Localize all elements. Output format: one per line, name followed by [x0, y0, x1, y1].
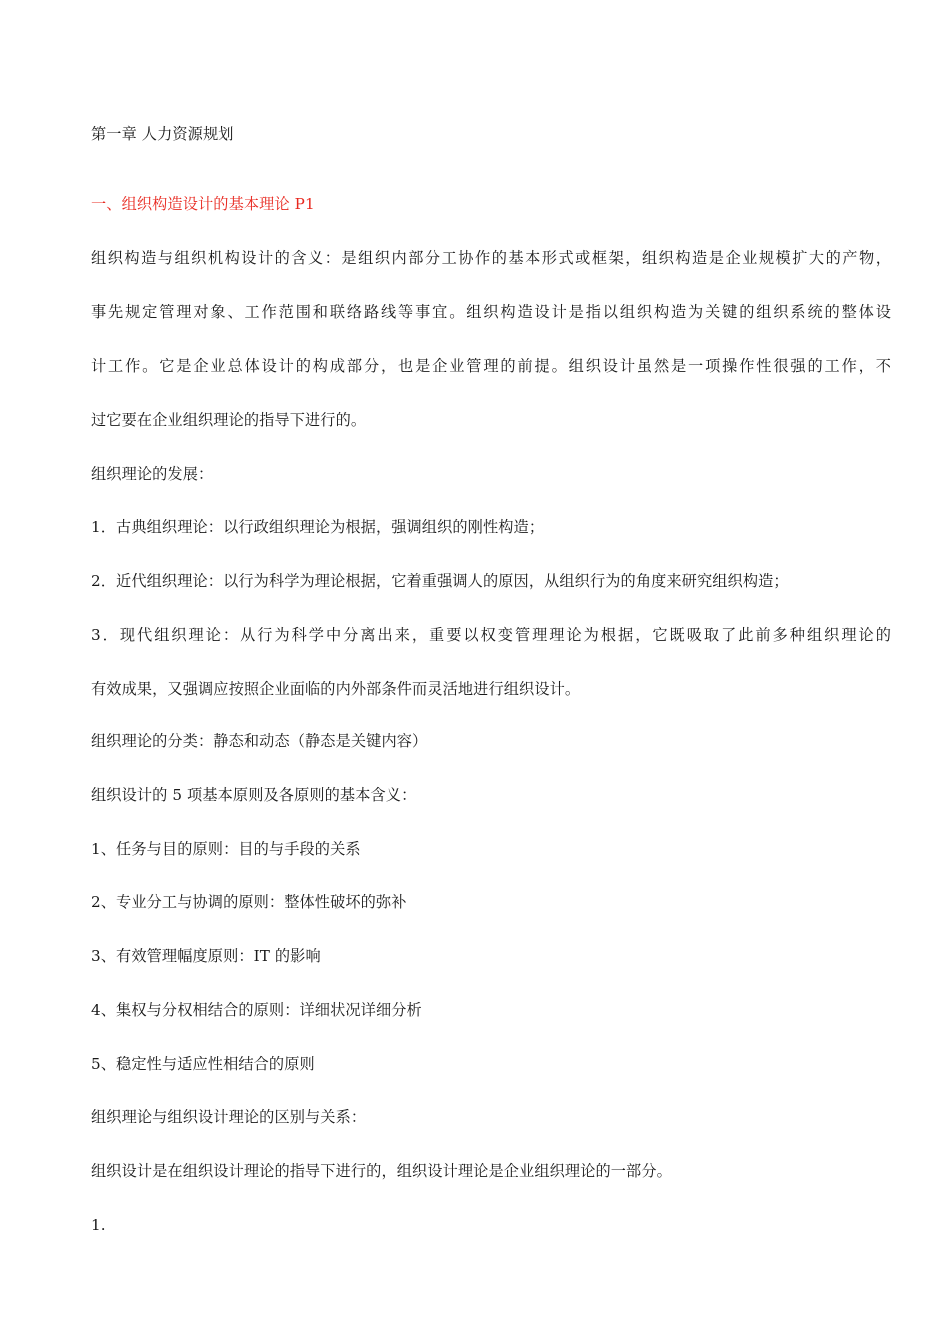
development-item: 3．现代组织理论：从行为科学中分离出来，重要以权变管理理论为根据，它既吸取了此前多种组织理论的 — [91, 626, 891, 644]
paragraph-line: 计工作。它是企业总体设计的构成部分，也是企业管理的前提。组织设计虽然是一项操作性很强的工作，不 — [91, 357, 891, 375]
development-item-continuation: 有效成果，又强调应按照企业面临的内外部条件而灵活地进行组织设计。 — [91, 680, 581, 698]
paragraph-line: 组织构造与组织机构设计的含义：是组织内部分工协作的基本形式或框架，组织构造是企业规模扩大的产物， — [91, 249, 891, 267]
development-item: 2．近代组织理论：以行为科学为理论根据，它着重强调人的原因，从组织行为的角度来研究组织构造； — [91, 572, 789, 590]
principle-item: 2、专业分工与协调的原则：整体性破坏的弥补 — [91, 893, 407, 911]
relation-text: 组织设计是在组织设计理论的指导下进行的，组织设计理论是企业组织理论的一部分。 — [91, 1162, 672, 1180]
paragraph-line: 过它要在企业组织理论的指导下进行的。 — [91, 411, 367, 429]
trailing-item: 1. — [91, 1216, 106, 1234]
section-title: 一、组织构造设计的基本理论 P1 — [91, 195, 315, 213]
development-item: 1．古典组织理论：以行政组织理论为根据，强调组织的刚性构造； — [91, 518, 545, 536]
principle-item: 5、稳定性与适应性相结合的原则 — [91, 1055, 315, 1073]
principle-item: 1、任务与目的原则：目的与手段的关系 — [91, 840, 361, 858]
development-heading: 组织理论的发展： — [91, 465, 214, 483]
paragraph-line: 事先规定管理对象、工作范围和联络路线等事宜。组织构造设计是指以组织构造为关键的组织系统的整体设 — [91, 303, 891, 321]
principles-heading: 组织设计的 5 项基本原则及各原则的基本含义： — [91, 786, 417, 804]
relation-heading: 组织理论与组织设计理论的区别与关系： — [91, 1108, 367, 1126]
principle-item: 3、有效管理幅度原则：IT 的影响 — [91, 947, 321, 965]
classification-text: 组织理论的分类：静态和动态（静态是关键内容） — [91, 732, 428, 750]
principle-item: 4、集权与分权相结合的原则：详细状况详细分析 — [91, 1001, 422, 1019]
chapter-title: 第一章 人力资源规划 — [91, 125, 234, 143]
